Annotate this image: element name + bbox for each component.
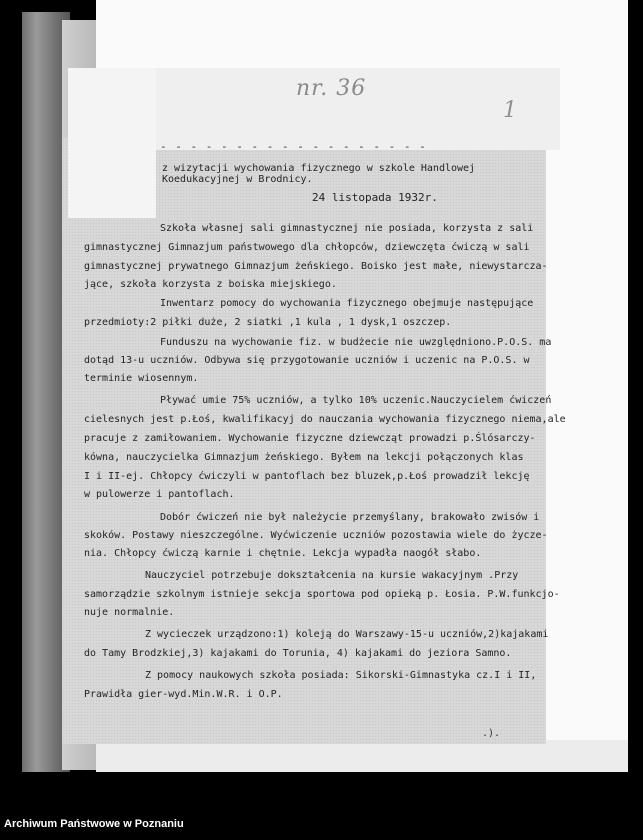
body-line: Funduszu na wychowanie fiz. w budżecie nie uwzględniono.P.O.S. ma [160,337,552,348]
slip-corner [68,68,156,218]
body-line: nia. Chłopcy ćwiczą karnie i chętnie. Lekcja wypadła naogół słabo. [84,548,482,559]
bottom-margin [96,740,628,772]
body-line: I i II-ej. Chłopcy ćwiczyli w pantoflach bez bluzek,p.Łoś prowadził lekcję [84,471,530,482]
body-line: gimnastycznej prywatnego Gimnazjum żeńskiego. Boisko jest małe, niewystarcza- [84,261,548,272]
body-line: Prawidła gier-wyd.Min.W.R. i O.P. [84,689,283,700]
body-line: Dobór ćwiczeń nie był należycie przemyślany, brakowało zwisów i [160,512,540,523]
header-line-2: Koedukacyjnej w Brodnicy. [162,174,313,185]
document-date: 24 listopada 1932r. [312,191,438,204]
body-line: skoków. Postawy nieszczególne. Wyćwiczenie uczniów pozostawia wiele do życze- [84,530,548,541]
body-line: gimnastycznej Gimnazjum państwowego dla chłopców, dziewczęta ćwiczą w sali [84,242,530,253]
body-line: pracuje z zamiłowaniem. Wychowanie fizyczne dziewcząt prowadzi p.Ślósarczy- [84,433,536,444]
header-line-1: z wizytacji wychowania fizycznego w szkole Handlowej [162,163,476,174]
body-line: jące, szkoła korzysta z boiska miejskiego. [84,279,337,290]
body-line: nuje normalnie. [84,607,175,618]
handwritten-page-number: 1 [503,98,517,123]
body-line: do Tamy Brodzkiej,3) kajakami do Torunia, 4) kajakami do jeziora Samno. [84,648,512,659]
body-line: Nauczyciel potrzebuje dokształcenia na kursie wakacyjnym .Przy [145,570,519,581]
footer-mark: .). [482,728,501,739]
body-line: samorządzie szkolnym istnieje sekcja sportowa pod opieką p. Łosia. P.W.funkcjo- [84,589,560,600]
body-line: kówna, nauczycielka Gimnazjum żeńskiego. Byłem na lekcji połączonych klas [84,452,524,463]
body-line: Z pomocy naukowych szkoła posiada: Sikorski-Gimnastyka cz.I i II, [145,670,537,681]
body-line: przedmioty:2 piłki duże, 2 siatki ,1 kula , 1 dysk,1 oszczep. [84,317,452,328]
handwritten-number: nr. 36 [296,76,367,101]
body-line: terminie wiosennym. [84,373,199,384]
body-line: w pulowerze i pantoflach. [84,489,235,500]
archive-caption: Archiwum Państwowe w Poznaniu [4,818,184,830]
dashed-rule: - - - - - - - - - - - - - - - - - - [160,140,427,153]
body-line: Z wycieczek urządzono:1) koleją do Warszawy-15-u uczniów,2)kajakami [145,629,549,640]
body-line: Szkoła własnej sali gimnastycznej nie posiada, korzysta z sali [160,223,534,234]
body-line: cielesnych jest p.Łoś, kwalifikacyj do nauczania wychowania fizycznego niema,ale [84,414,566,425]
body-line: Inwentarz pomocy do wychowania fizycznego obejmuje następujące [160,298,534,309]
body-line: Pływać umie 75% uczniów, a tylko 10% uczenic.Nauczycielem ćwiczeń [160,395,552,406]
body-line: dotąd 13-u uczniów. Odbywa się przygotowanie uczniów i uczenic na P.O.S. w [84,355,530,366]
